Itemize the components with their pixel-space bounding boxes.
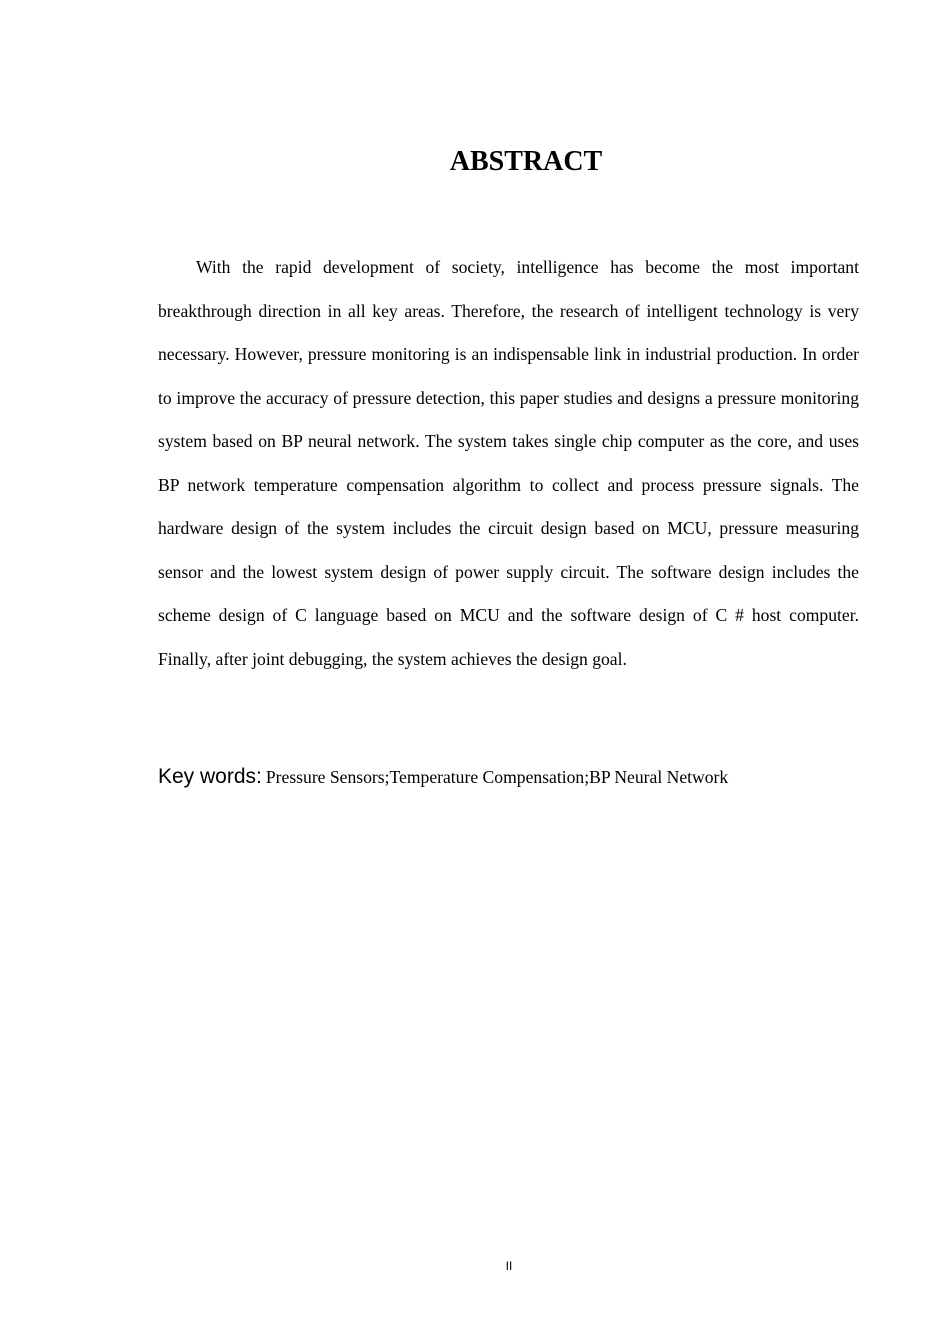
keywords-list: Pressure Sensors;Temperature Compensation;BP Neural Network <box>265 767 729 787</box>
abstract-body: With the rapid development of society, intelligence has become the most important breakthrough direction in all key areas. Therefore, the research of intelligent technology is very necessary. However, pressure monitoring is an indispensable link in industrial production. In order to improve the accuracy of pressure detection, this paper studies and designs a pressure monitoring system based on BP neural network. The system takes single chip computer as the core, and uses BP network temperature compensation algorithm to collect and process pressure signals. The hardware design of the system includes the circuit design based on MCU, pressure measuring sensor and the lowest system design of power supply circuit. The software design includes the scheme design of C language based on MCU and the software design of C # host computer. Finally, after joint debugging, the system achieves the design goal. <box>158 257 859 669</box>
keywords-line <box>158 758 898 798</box>
keywords-label: Key words: <box>158 765 262 788</box>
abstract-title: ABSTRACT <box>449 146 603 177</box>
page-number: II <box>505 1259 513 1273</box>
